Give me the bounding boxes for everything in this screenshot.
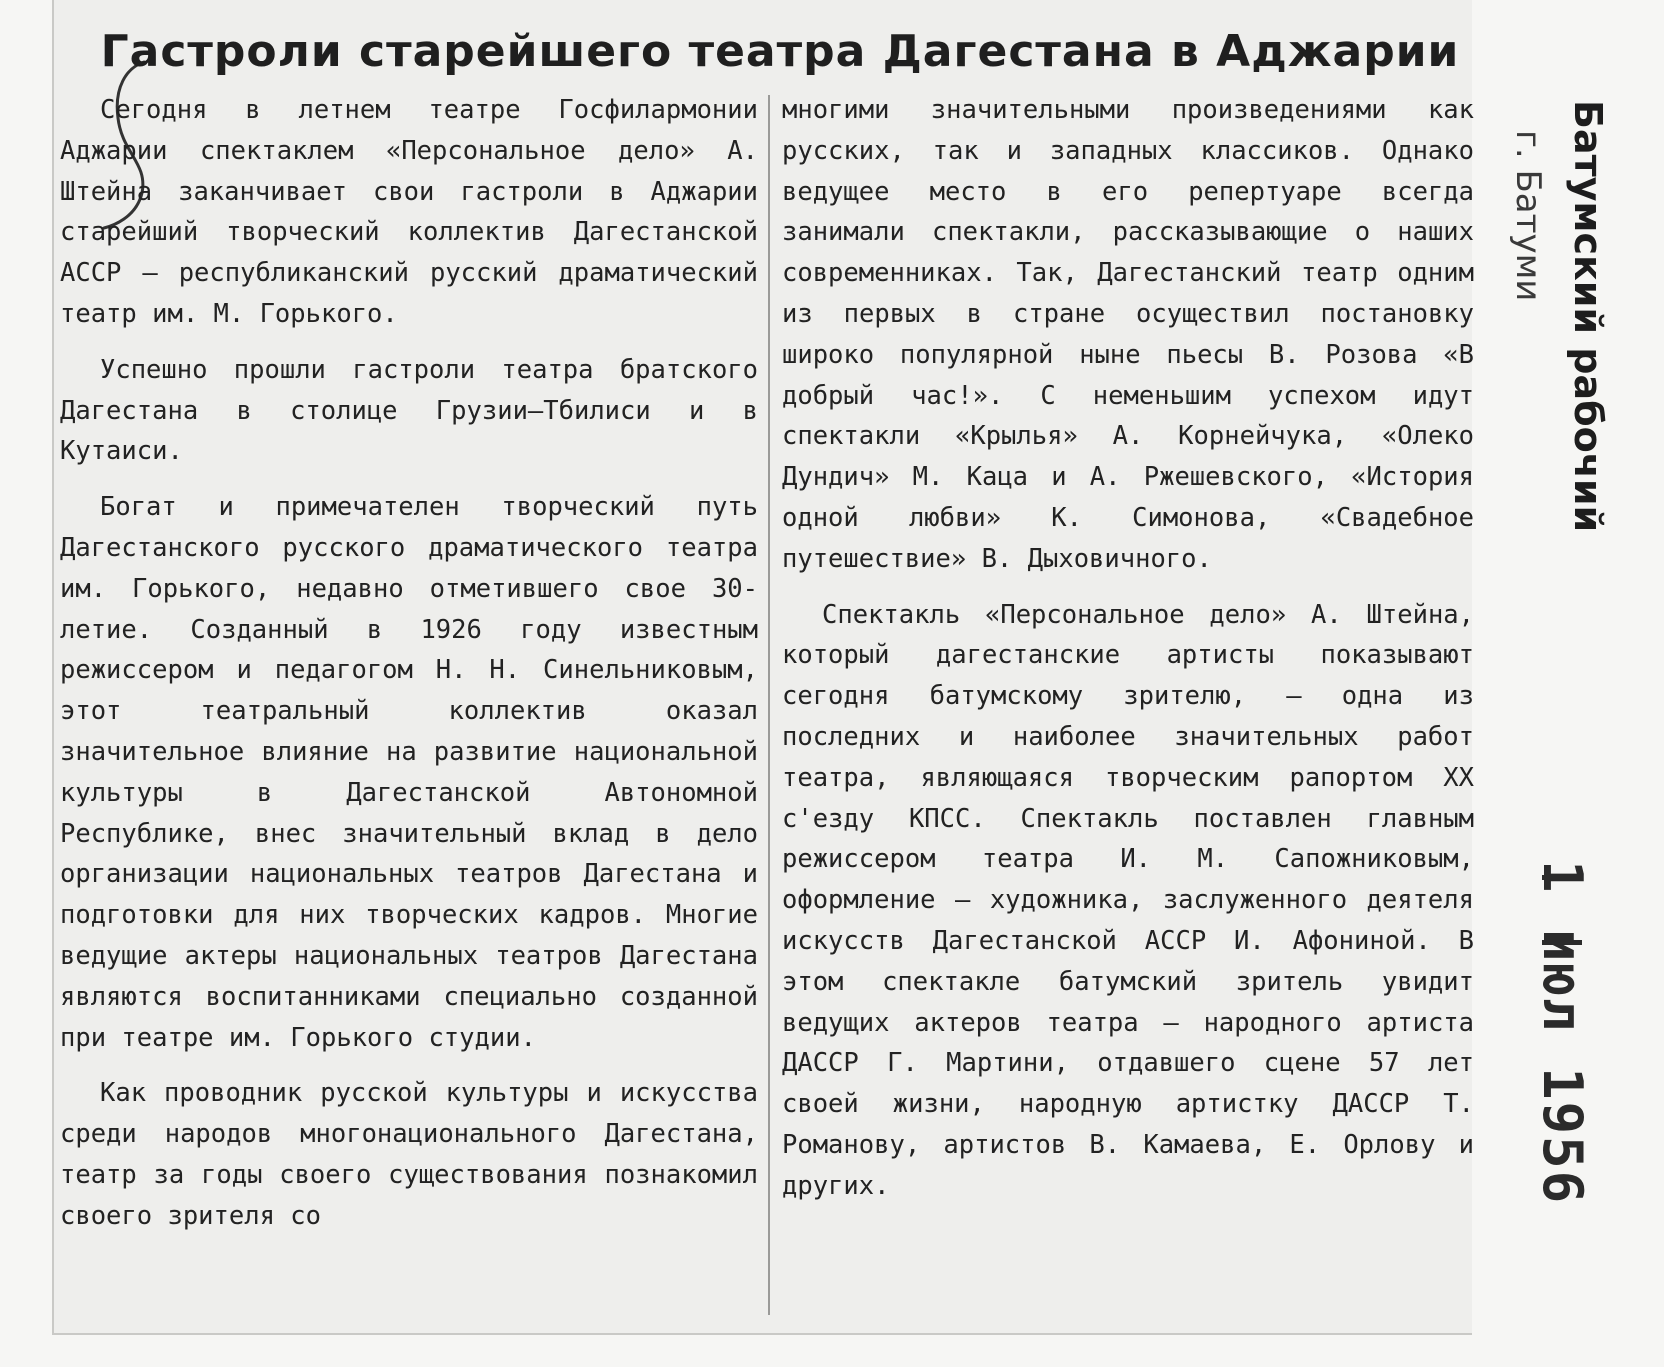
paragraph: Как проводник русской культуры и искусства среди народов многонационального Дагестана, театр за годы своего существования познакомил своего зрителя со [60, 1078, 758, 1231]
article-right-column [782, 90, 1474, 1207]
article-headline: Гастроли старейшего театра Дагестана в Аджарии [100, 26, 1460, 77]
paragraph: многими значительными произведениями как русских, так и западных классиков. Однако ведущее место в его репертуаре всегда занимали спектакли, рассказывающие о наших современниках. Так, Дагестанский театр одним из первых в стране осуществил постановку широко популярной ныне пьесы В. Розова «В добрый час!». С неменьшим успехом идут спектакли «Крылья» А. Корнейчука, «Олеко Дундич» М. Каца и А. Ржешевского, «История одной любви» К. Симонова, «Свадебное путешествие» В. Дыховичного. [782, 95, 1474, 574]
column-divider [768, 95, 770, 1315]
paragraph: Спектакль «Персональное дело» А. Штейна, который дагестанские артисты показывают сегодня батумскому зрителю, — одна из последних и наиболее значительных работ театра, являющаяся творческим рапортом XX с'езду КПСС. Спектакль поставлен главным режиссером театра И. М. Сапожниковым, оформление — художника, заслуженного деятеля искусств Дагестанской АССР И. Афониной. В этом спектакле батумский зритель увидит ведущих актеров театра — народного артиста ДАССР Г. Мартини, отдавшего сцене 57 лет своей жизни, народную артистку ДАССР Т. Романову, артистов В. Камаева, Е. Орлову и других. [782, 599, 1474, 1201]
paragraph: Богат и примечателен творческий путь Дагестанского русского драматического театра им. Горького, недавно отметившего свое 30-летие. Созданный в 1926 году известным режиссером и педагогом Н. Н. Синельниковым, этот театральный коллектив оказал значительное влияние на развитие национальной культуры в Дагестанской Автономной Республике, внес значительный вклад в дело организации национальных театров Дагестана и подготовки для них творческих кадров. Многие ведущие актеры национальных театров Дагестана являются воспитанниками специально созданной при театре им. Горького студии. [60, 492, 758, 1053]
paragraph: Успешно прошли гастроли театра братского Дагестана в столице Грузии—Тбилиси и в Кутаиси. [60, 354, 758, 467]
paragraph: Сегодня в летнем театре Госфилармонии Аджарии спектаклем «Персональное дело» А. Штейна заканчивает свои гастроли в Аджарии старейший творческий коллектив Дагестанской АССР — республиканский русский драматический театр им. М. Горького. [60, 95, 758, 329]
article-left-column [60, 90, 758, 1237]
newspaper-city: г. Батуми [1508, 130, 1548, 302]
newspaper-name: Батумский рабочий [1566, 100, 1610, 533]
date-stamp: 1 июл 1956 [1531, 860, 1594, 1206]
newspaper-masthead [1430, 100, 1610, 533]
